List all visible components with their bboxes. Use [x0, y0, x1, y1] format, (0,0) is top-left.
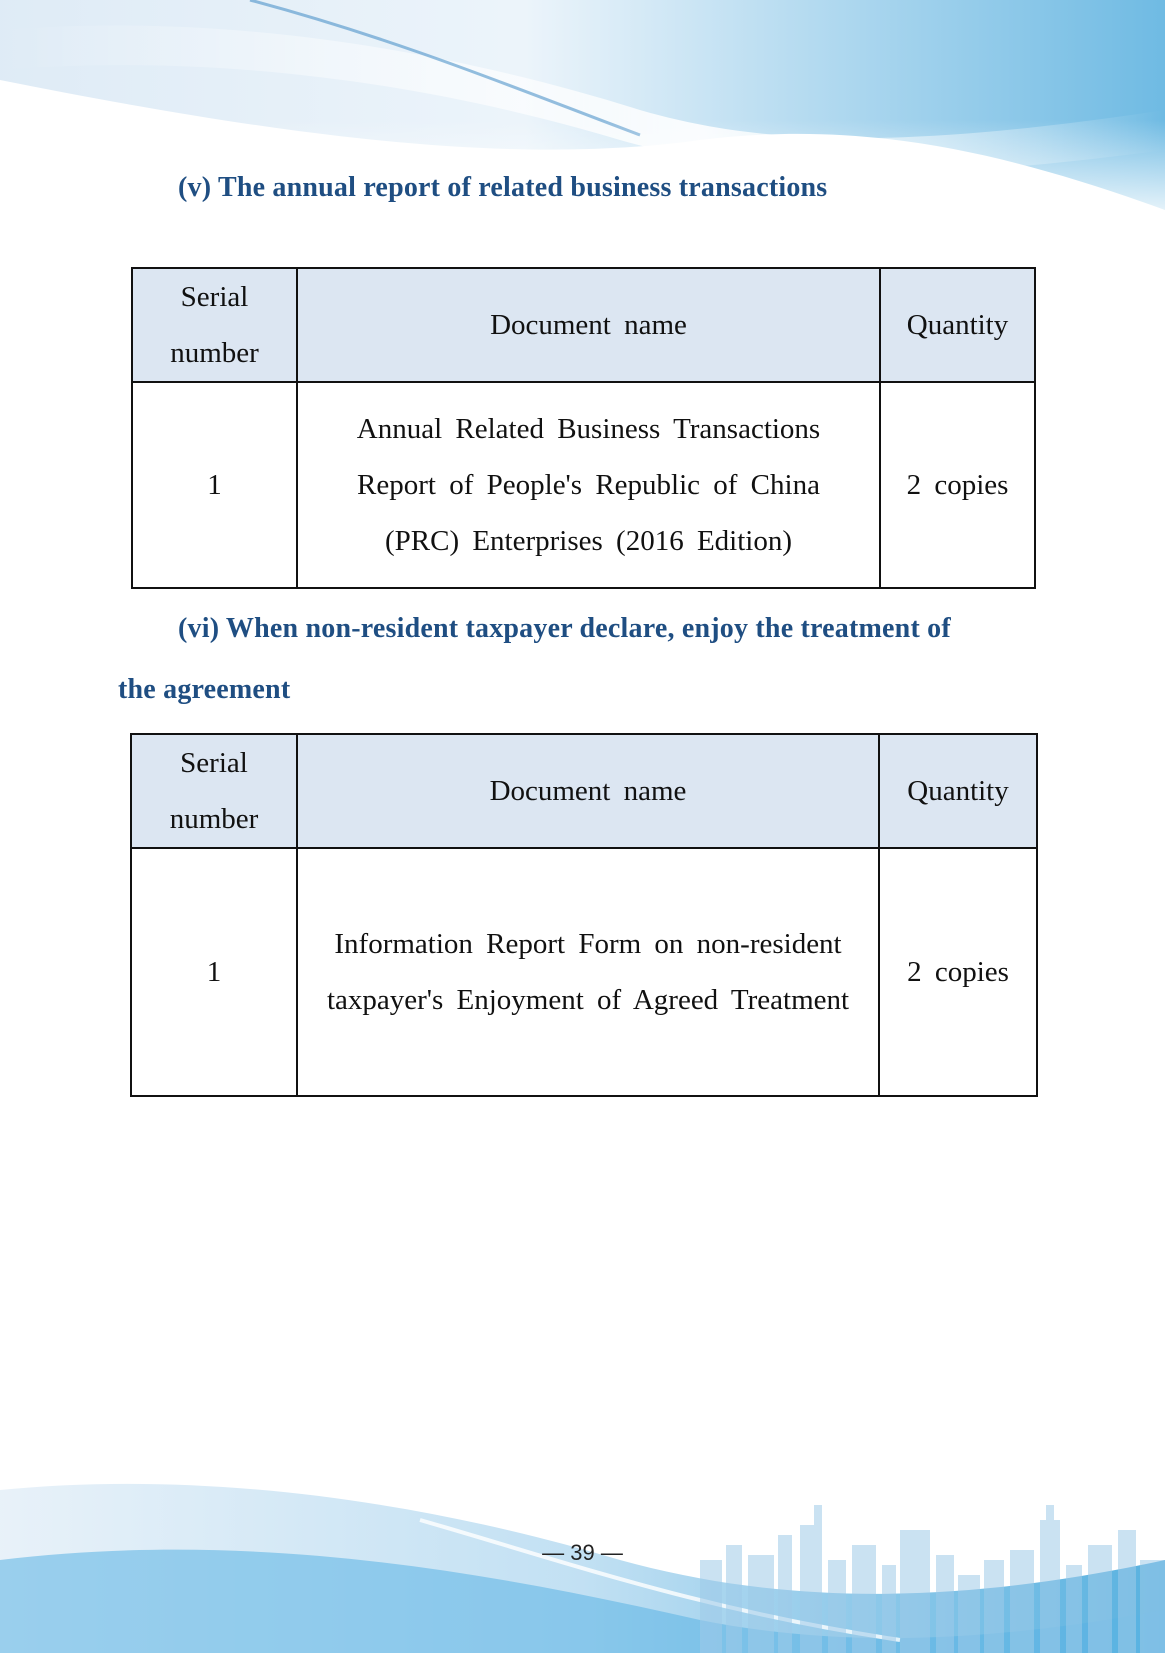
agreement-treatment-documents-table	[130, 733, 1038, 1097]
cell-document-name: Information Report Form on non-resident taxpayer's Enjoyment of Agreed Treatment	[297, 848, 879, 1096]
cell-quantity: 2 copies	[880, 382, 1035, 588]
cell-serial-number: 1	[131, 848, 297, 1096]
annual-report-documents-table	[131, 267, 1036, 589]
header-quantity: Quantity	[880, 268, 1035, 382]
section-v-heading: (v) The annual report of related business transactions	[178, 172, 828, 203]
cell-serial-number: 1	[132, 382, 297, 588]
page-number: — 39 —	[542, 1540, 623, 1565]
cell-document-name: Annual Related Business Transactions Report of People's Republic of China (PRC) Enterprises (2016 Edition)	[297, 382, 880, 588]
header-document-name: Document name	[297, 268, 880, 382]
section-vi-heading-line-1: (vi) When non-resident taxpayer declare, enjoy the treatment of	[178, 613, 951, 644]
header-serial-number: Serial number	[132, 268, 297, 382]
table-row	[132, 382, 1035, 588]
table-row	[131, 848, 1037, 1096]
header-quantity: Quantity	[879, 734, 1037, 848]
section-vi-heading-line-2: the agreement	[118, 674, 291, 705]
table-header-row	[132, 268, 1035, 382]
table-header-row	[131, 734, 1037, 848]
header-serial-number: Serial number	[131, 734, 297, 848]
header-document-name: Document name	[297, 734, 879, 848]
cell-quantity: 2 copies	[879, 848, 1037, 1096]
